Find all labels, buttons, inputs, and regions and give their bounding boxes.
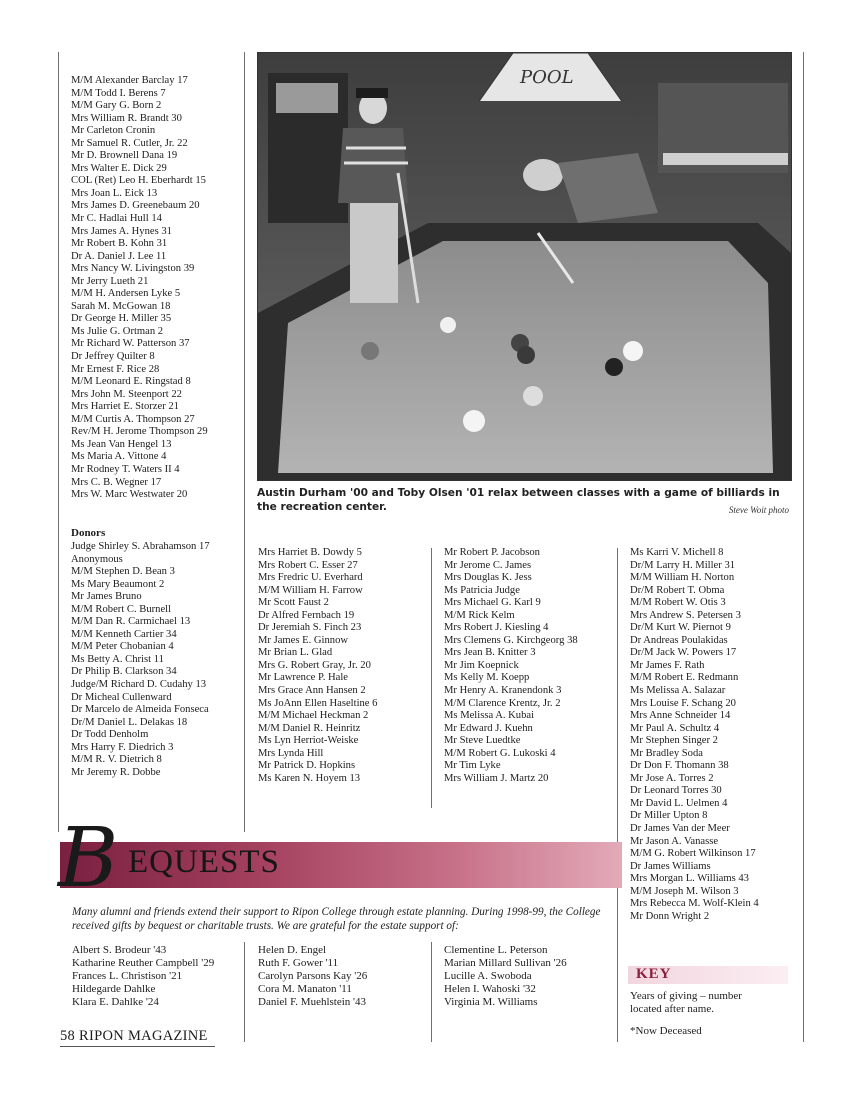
list-item: Mr Brian L. Glad	[258, 647, 333, 659]
list-item: Ms Melissa A. Kubai	[444, 710, 535, 722]
list-item: Helen I. Wahoski '32	[444, 983, 536, 995]
list-item: Mr Donn Wright 2	[630, 910, 710, 922]
list-item: Mr Jason A. Vanasse	[630, 835, 719, 847]
list-item: Judge/M Richard D. Cudahy 13	[71, 679, 207, 691]
list-item: M/M William H. Norton	[630, 572, 735, 584]
list-item: Rev/M H. Jerome Thompson 29	[71, 426, 208, 438]
list-item: Clementine L. Peterson	[444, 944, 548, 956]
list-item: Mrs Douglas K. Jess	[444, 572, 532, 584]
list-item: Dr George H. Miller 35	[71, 313, 172, 325]
list-item: Mr Paul A. Schultz 4	[630, 722, 720, 734]
column-rule	[244, 52, 245, 832]
list-item: Mrs Joan L. Eick 13	[71, 187, 158, 199]
footer-rule	[60, 1046, 215, 1047]
list-item: Mrs Louise F. Schang 20	[630, 697, 736, 709]
list-item: Mr James E. Ginnow	[258, 634, 349, 646]
bequests-title: EQUESTS	[128, 844, 280, 880]
list-item: Lucille A. Swoboda	[444, 970, 532, 982]
list-item: Dr Todd Denholm	[71, 729, 149, 741]
list-item: Mr Stephen Singer 2	[630, 735, 718, 747]
list-item: M/M R. V. Dietrich 8	[71, 754, 162, 766]
list-item: Mr Jerry Lueth 21	[71, 275, 149, 287]
list-item: M/M William H. Farrow	[258, 584, 363, 596]
list-item: Mr Patrick D. Hopkins	[258, 760, 356, 772]
list-item: Dr Philip B. Clarkson 34	[71, 666, 177, 678]
list-item: Marian Millard Sullivan '26	[444, 957, 567, 969]
list-item: Mr Jeremy R. Dobbe	[71, 766, 161, 778]
list-item: Dr/M Jack W. Powers 17	[630, 647, 737, 659]
list-item: Mrs Harriet E. Storzer 21	[71, 401, 179, 413]
list-item: Ruth F. Gower '11	[258, 957, 339, 969]
key-note: *Now Deceased	[630, 1025, 702, 1037]
list-item: Ms Kelly M. Koepp	[444, 672, 530, 684]
list-item: Mr Carleton Cronin	[71, 125, 156, 137]
list-item: M/M Michael Heckman 2	[258, 710, 369, 722]
list-item: COL (Ret) Leo H. Eberhardt 15	[71, 175, 206, 187]
list-item: M/M Robert G. Lukoski 4	[444, 747, 556, 759]
list-item: M/M Clarence Krentz, Jr. 2	[444, 697, 561, 709]
list-item: Mrs Walter E. Dick 29	[71, 162, 167, 174]
list-item: M/M Daniel R. Heinritz	[258, 722, 361, 734]
list-item: Dr James Van der Meer	[630, 823, 730, 835]
list-item: M/M Alexander Barclay 17	[71, 75, 188, 86]
bequests-list-col3	[444, 944, 567, 1009]
list-item: Mr Samuel R. Cutler, Jr. 22	[71, 137, 188, 149]
bequests-intro: Many alumni and friends extend their support to Ripon College through estate planning. During 1998-99, the College received gifts by bequest or charitable trusts. We are grateful for the estate support of:	[72, 906, 601, 932]
list-item: Ms Betty A. Christ 11	[71, 653, 164, 665]
list-item: Mr D. Brownell Dana 19	[71, 150, 178, 162]
list-item: Frances L. Christison '21	[72, 970, 183, 982]
list-item: Mrs Fredric U. Everhard	[258, 572, 363, 584]
list-item: Mr Jose A. Torres 2	[630, 772, 714, 784]
list-item: Dr/M Larry H. Miller 31	[630, 559, 736, 571]
list-item: Mr Jim Koepnick	[444, 659, 519, 671]
list-item: Mrs Anne Schneider 14	[630, 710, 731, 722]
list-item: Dr Miller Upton 8	[630, 810, 708, 822]
billiards-photo	[257, 52, 792, 481]
list-item: Ms Lyn Herriot-Weiske	[258, 735, 359, 747]
list-item: Mr Scott Faust 2	[258, 597, 329, 609]
list-item: Mrs Lynda Hill	[258, 747, 324, 759]
donor-list-col4	[630, 547, 759, 923]
list-item: Mrs Morgan L. Williams 43	[630, 873, 749, 885]
key-title: KEY	[636, 966, 672, 982]
list-item: Mrs John M. Steenport 22	[71, 388, 182, 400]
list-item: Klara E. Dahlke '24	[72, 996, 159, 1008]
list-item: Ms Julie G. Ortman 2	[71, 325, 164, 337]
list-item: Ms Mary Beaumont 2	[71, 578, 165, 590]
list-item: Dr A. Daniel J. Lee 11	[71, 250, 167, 262]
list-item: Mrs William J. Martz 20	[444, 772, 549, 784]
list-item: Daniel F. Muehlstein '43	[258, 996, 367, 1008]
donor-list-col1	[71, 541, 210, 779]
list-item: Mrs Michael G. Karl 9	[444, 597, 541, 609]
list-item: Mrs Robert J. Kiesling 4	[444, 622, 549, 634]
list-item: Cora M. Manaton '11	[258, 983, 352, 995]
bequests-list-col1	[72, 944, 214, 1009]
list-item: Mr Jerome C. James	[444, 559, 532, 571]
list-item: Mrs Harry F. Diedrich 3	[71, 741, 174, 753]
list-item: M/M G. Robert Wilkinson 17	[630, 848, 756, 860]
list-item: Sarah M. McGowan 18	[71, 300, 171, 312]
list-item: Mrs G. Robert Gray, Jr. 20	[258, 659, 371, 671]
column-rule	[617, 548, 618, 1042]
list-item: Ms Karri V. Michell 8	[630, 547, 724, 558]
list-item: Mrs Grace Ann Hansen 2	[258, 685, 366, 697]
column-rule	[244, 942, 245, 1042]
list-item: Dr/M Kurt W. Piernot 9	[630, 622, 731, 634]
list-item: Dr Marcelo de Almeida Fonseca	[71, 704, 209, 716]
page-footer	[60, 1028, 208, 1045]
list-item: M/M Robert W. Otis 3	[630, 597, 726, 609]
list-item: Hildegarde Dahlke	[72, 983, 156, 995]
list-item: Mr C. Hadlai Hull 14	[71, 213, 162, 225]
list-item: Mrs James D. Greenebaum 20	[71, 200, 200, 212]
key-text-line1: Years of giving – number	[630, 990, 742, 1002]
list-item: M/M Curtis A. Thompson 27	[71, 413, 195, 425]
list-item: Dr Jeremiah S. Finch 23	[258, 622, 362, 634]
photo-credit: Steve Woit photo	[728, 505, 789, 515]
list-item: Dr James Williams	[630, 860, 711, 872]
list-item: Mr Ernest F. Rice 28	[71, 363, 160, 375]
donor-list-col3	[444, 547, 578, 785]
list-item: Mrs James A. Hynes 31	[71, 225, 172, 237]
list-item: Mr David L. Uelmen 4	[630, 797, 728, 809]
donor-list-top	[71, 75, 208, 502]
list-item: Ms Maria A. Vittone 4	[71, 451, 167, 463]
list-item: Mrs Robert C. Esser 27	[258, 559, 358, 571]
list-item: Mr Lawrence P. Hale	[258, 672, 349, 684]
list-item: Mrs Harriet B. Dowdy 5	[258, 547, 362, 558]
lamp-text: POOL	[520, 67, 574, 88]
list-item: M/M Joseph M. Wilson 3	[630, 885, 739, 897]
list-item: Mr Tim Lyke	[444, 760, 501, 772]
list-item: Mr Robert B. Kohn 31	[71, 238, 168, 250]
list-item: Mr Richard W. Patterson 37	[71, 338, 190, 350]
list-item: Mrs Nancy W. Livingston 39	[71, 263, 195, 275]
list-item: Dr Leonard Torres 30	[630, 785, 722, 797]
list-item: Dr/M Daniel L. Delakas 18	[71, 716, 188, 728]
list-item: M/M Rick Kelm	[444, 609, 515, 621]
magazine-name: RIPON MAGAZINE	[79, 1028, 208, 1044]
column-rule	[431, 942, 432, 1042]
list-item: Mrs Andrew S. Petersen 3	[630, 609, 741, 621]
list-item: Mrs Clemens G. Kirchgeorg 38	[444, 634, 578, 646]
list-item: Mr Bradley Soda	[630, 747, 703, 759]
list-item: Ms Karen N. Hoyem 13	[258, 772, 361, 784]
column-rule	[803, 52, 804, 1042]
list-item: Mrs Rebecca M. Wolf-Klein 4	[630, 898, 759, 910]
list-item: Mrs W. Marc Westwater 20	[71, 489, 188, 501]
list-item: Anonymous	[71, 553, 123, 565]
column-rule	[58, 52, 59, 832]
bequests-list-col2	[258, 944, 367, 1009]
list-item: M/M Kenneth Cartier 34	[71, 628, 177, 640]
list-item: Judge Shirley S. Abrahamson 17	[71, 541, 210, 552]
list-item: Carolyn Parsons Kay '26	[258, 970, 368, 982]
list-item: Ms Patricia Judge	[444, 584, 520, 596]
list-item: Mr James F. Rath	[630, 659, 705, 671]
billiards-photo-image	[258, 53, 791, 480]
donors-heading: Donors	[71, 527, 106, 539]
donor-list-col2	[258, 547, 377, 785]
key-text-line2: located after name.	[630, 1003, 714, 1016]
bequests-initial: B	[58, 811, 119, 906]
list-item: M/M Peter Chobanian 4	[71, 641, 174, 653]
list-item: Dr Don F. Thomann 38	[630, 760, 729, 772]
list-item: Albert S. Brodeur '43	[72, 944, 167, 956]
list-item: Mr Steve Luedtke	[444, 735, 521, 747]
list-item: Ms JoAnn Ellen Haseltine 6	[258, 697, 378, 709]
key-text	[630, 990, 742, 1017]
page-number: 58	[60, 1028, 76, 1044]
list-item: Mr Robert P. Jacobson	[444, 547, 540, 558]
list-item: Virginia M. Williams	[444, 996, 538, 1008]
list-item: Katharine Reuther Campbell '29	[72, 957, 215, 969]
list-item: Mr Edward J. Kuehn	[444, 722, 533, 734]
list-item: Ms Jean Van Hengel 13	[71, 438, 172, 450]
list-item: M/M H. Andersen Lyke 5	[71, 288, 181, 300]
list-item: M/M Stephen D. Bean 3	[71, 566, 175, 578]
list-item: Ms Melissa A. Salazar	[630, 685, 726, 697]
list-item: M/M Robert E. Redmann	[630, 672, 739, 684]
list-item: Dr Andreas Poulakidas	[630, 634, 728, 646]
list-item: M/M Dan R. Carmichael 13	[71, 616, 191, 628]
list-item: Mr Henry A. Kranendonk 3	[444, 685, 562, 697]
list-item: Helen D. Engel	[258, 944, 327, 956]
photo-caption: Austin Durham '00 and Toby Olsen '01 relax between classes with a game of billiards in the recreation center.	[257, 487, 780, 513]
list-item: Dr/M Robert T. Obma	[630, 584, 725, 596]
list-item: M/M Todd I. Berens 7	[71, 87, 166, 99]
list-item: M/M Leonard E. Ringstad 8	[71, 376, 191, 388]
list-item: Dr Jeffrey Quilter 8	[71, 351, 155, 363]
list-item: Mrs Jean B. Knitter 3	[444, 647, 536, 659]
list-item: M/M Gary G. Born 2	[71, 100, 162, 112]
column-rule	[431, 548, 432, 808]
list-item: Mr Rodney T. Waters II 4	[71, 463, 180, 475]
list-item: Dr Alfred Fernbach 19	[258, 609, 355, 621]
list-item: Dr Micheal Cullenward	[71, 691, 172, 703]
list-item: M/M Robert C. Burnell	[71, 603, 172, 615]
list-item: Mrs C. B. Wegner 17	[71, 476, 162, 488]
list-item: Mr James Bruno	[71, 591, 142, 603]
list-item: Mrs William R. Brandt 30	[71, 112, 182, 124]
